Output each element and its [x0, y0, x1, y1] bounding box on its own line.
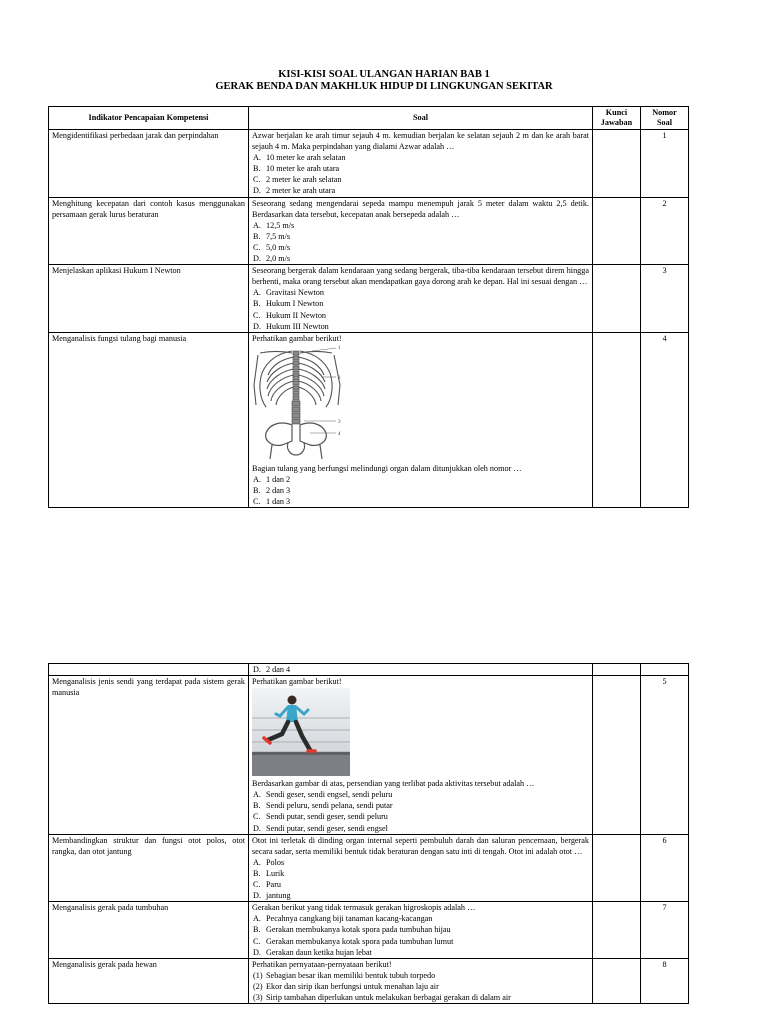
question-text: Seseorang bergerak dalam kendaraan yang sedang bergerak, tiba-tiba kendaraan tersebut direm hingga berhenti, maka orang tersebut akan mendapatkan gaya dorong arah ke depan. Hal ini sesuai dengan …: [252, 266, 589, 287]
answer-option: A. 12,5 m/s: [253, 220, 295, 230]
indicator-cell: Menghitung kecepatan dari contoh kasus menggunakan persamaan gerak lurus beraturan: [49, 197, 249, 265]
answer-option: B. 7,5 m/s: [253, 231, 291, 241]
indicator-cell: Menganalisis gerak pada hewan: [49, 958, 249, 1003]
table-row: [49, 958, 689, 1003]
kisi-kisi-table-continued: [48, 663, 689, 1004]
answer-option: D. 2 dan 4: [253, 665, 291, 674]
question-text: Bagian tulang yang berfungsi melindungi organ dalam ditunjukkan oleh nomor …: [252, 463, 522, 473]
question-intro: Perhatikan gambar berikut!: [252, 333, 342, 343]
question-cell: [249, 197, 593, 265]
header-kunci-jawaban: Kunci Jawaban: [593, 107, 641, 130]
question-text: Perhatikan pernyataan-pernyataan berikut!: [252, 959, 392, 969]
table-row: [49, 902, 689, 958]
runner-photo: [252, 688, 350, 776]
answer-option: D. 2 meter ke arah utara: [253, 186, 336, 196]
answer-option: B. Hukum I Newton: [253, 299, 324, 309]
document-subtitle: GERAK BENDA DAN MAKHLUK HIDUP DI LINGKUNGAN SEKITAR: [215, 81, 553, 92]
answer-key-cell: [593, 676, 641, 835]
statement-item: (2) Ekor dan sirip ikan berfungsi untuk menahan laju air: [253, 981, 439, 991]
question-text: Seseorang sedang mengendarai sepeda mampu menempuh jarak 5 meter dalam waktu 2,5 detik. Berdasarkan data tersebut, kecepatan anak bersepeda adalah …: [252, 198, 589, 219]
figure-label: 1: [338, 345, 341, 351]
answer-option: D. Gerakan daun ketika hujan lebat: [253, 947, 372, 957]
answer-option: B. 10 meter ke arah utara: [253, 164, 340, 174]
skeleton-figure: [252, 345, 348, 461]
question-number-cell: 1: [641, 130, 689, 198]
answer-key-cell: [593, 834, 641, 902]
answer-key-cell: [593, 130, 641, 198]
figure-label: 2: [338, 375, 341, 381]
answer-option: C. 2 meter ke arah selatan: [253, 175, 342, 185]
table-row: [49, 265, 689, 333]
kisi-kisi-table: [48, 106, 689, 508]
indicator-cell: Menganalisis gerak pada tumbuhan: [49, 902, 249, 958]
question-cell: [249, 676, 593, 835]
question-text: Azwar berjalan ke arah timur sejauh 4 m. kemudian berjalan ke selatan sejauh 2 m dan ke arah barat sejauh 4 m. Maka perpindahan yang dialami Azwar adalah …: [252, 131, 589, 152]
table-row: [49, 130, 689, 198]
question-number-cell: 5: [641, 676, 689, 835]
question-number-cell: 4: [641, 332, 689, 507]
answer-option: A. Sendi geser, sendi engsel, sendi peluru: [253, 790, 393, 800]
question-intro: Perhatikan gambar berikut!: [252, 677, 342, 687]
question-number-cell: 8: [641, 958, 689, 1003]
indicator-cell: [49, 664, 249, 676]
question-cell: [249, 130, 593, 198]
answer-option: C. Sendi putar, sendi geser, sendi peluru: [253, 812, 388, 822]
answer-option: A. 1 dan 2: [253, 474, 291, 484]
question-cell: [249, 902, 593, 958]
question-text: Otot ini terletak di dinding organ internal seperti pembuluh darah dan saluran pencernaan, bergerak secara sadar, serta memiliki bentuk tidak beraturan dengan satu inti di tengah. Otot ini adalah otot …: [252, 835, 589, 856]
answer-option: A. Pecahnya cangkang biji tanaman kacang-kacangan: [253, 914, 433, 924]
statement-item: (1) Sebagian besar ikan memiliki bentuk tubuh torpedo: [253, 970, 436, 980]
question-cell: [249, 664, 593, 676]
table-row-continuation: [49, 664, 689, 676]
answer-key-cell: [593, 664, 641, 676]
header-soal: Soal: [249, 107, 593, 130]
indicator-cell: Menganalisis jenis sendi yang terdapat pada sistem gerak manusia: [49, 676, 249, 835]
question-number-cell: 2: [641, 197, 689, 265]
answer-option: C. Hukum II Newton: [253, 310, 327, 320]
answer-option: D. Hukum III Newton: [253, 321, 329, 331]
question-cell: [249, 332, 593, 507]
question-cell: [249, 265, 593, 333]
question-number-cell: 3: [641, 265, 689, 333]
answer-option: C. Gerakan membukanya kotak spora pada tumbuhan lumut: [253, 936, 454, 946]
question-number-cell: 6: [641, 834, 689, 902]
header-nomor-soal: Nomor Soal: [641, 107, 689, 130]
indicator-cell: Menjelaskan aplikasi Hukum I Newton: [49, 265, 249, 333]
answer-option: A. Gravitasi Newton: [253, 288, 324, 298]
question-cell: [249, 834, 593, 902]
answer-option: C. 1 dan 3: [253, 497, 291, 507]
question-text: Gerakan berikut yang tidak termasuk gerakan higroskopis adalah …: [252, 903, 476, 913]
answer-key-cell: [593, 197, 641, 265]
question-number-cell: [641, 664, 689, 676]
answer-option: A. 10 meter ke arah selatan: [253, 153, 346, 163]
answer-option: C. Paru: [253, 880, 282, 890]
table-row: [49, 676, 689, 835]
answer-option: D. jantung: [253, 891, 291, 901]
table-row: [49, 197, 689, 265]
statement-item: (3) Sirip tambahan diperlukan untuk melakukan berbagai gerakan di dalam air: [253, 992, 511, 1002]
figure-label: 3: [338, 419, 341, 425]
answer-option: A. Polos: [253, 857, 285, 867]
question-number-cell: 7: [641, 902, 689, 958]
indicator-cell: Mengidentifikasi perbedaan jarak dan perpindahan: [49, 130, 249, 198]
header-indikator: Indikator Pencapaian Kompetensi: [49, 107, 249, 130]
table-row: [49, 332, 689, 507]
question-cell: [249, 958, 593, 1003]
answer-option: B. Sendi peluru, sendi pelana, sendi putar: [253, 801, 393, 811]
answer-option: B. Lurik: [253, 868, 285, 878]
question-text: Berdasarkan gambar di atas, persendian yang terlibat pada aktivitas tersebut adalah …: [252, 779, 535, 789]
indicator-cell: Menganalisis fungsi tulang bagi manusia: [49, 332, 249, 507]
answer-key-cell: [593, 902, 641, 958]
answer-key-cell: [593, 332, 641, 507]
indicator-cell: Membandingkan struktur dan fungsi otot polos, otot rangka, dan otot jantung: [49, 834, 249, 902]
table-header-row: [49, 107, 689, 130]
answer-key-cell: [593, 265, 641, 333]
document-title: KISI-KISI SOAL ULANGAN HARIAN BAB 1: [278, 69, 490, 80]
answer-option: B. 2 dan 3: [253, 485, 291, 495]
answer-option: B. Gerakan membukanya kotak spora pada tumbuhan hijau: [253, 925, 451, 935]
answer-option: D. 2,0 m/s: [253, 254, 291, 264]
figure-label: 4: [338, 431, 341, 437]
table-row: [49, 834, 689, 902]
answer-option: D. Sendi putar, sendi geser, sendi engsel: [253, 823, 388, 833]
answer-key-cell: [593, 958, 641, 1003]
answer-option: C. 5,0 m/s: [253, 242, 291, 252]
